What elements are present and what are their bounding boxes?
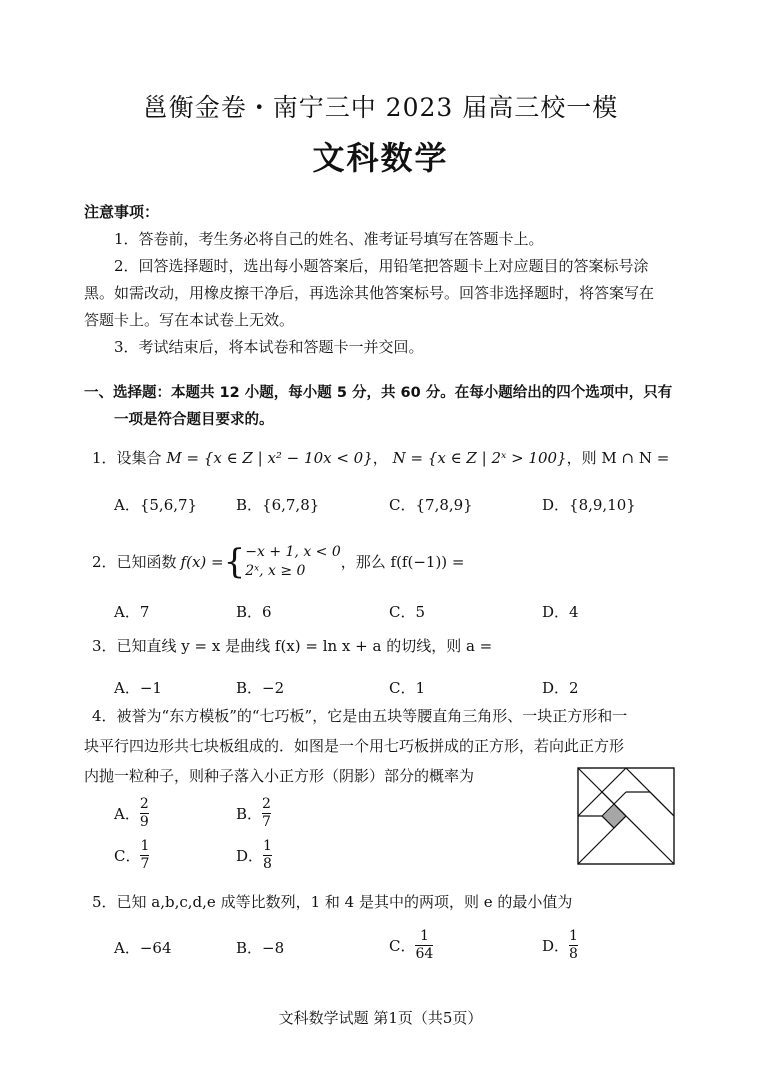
denominator: 64: [415, 946, 434, 962]
notice-item-2-line-1: 2．回答选择题时，选出每小题答案后，用铅笔把答题卡上对应题目的答案标号涂: [114, 257, 649, 275]
question-4-option-a: [114, 796, 149, 831]
question-2-case-2: 2ˣ, x ≥ 0: [245, 563, 306, 579]
question-5: 5．已知 a,b,c,d,e 成等比数列，1 和 4 是其中的两项，则 e 的最小值为: [92, 893, 573, 911]
question-4-line-2: 块平行四边形共七块板组成的．如图是一个用七巧板拼成的正方形，若向此正方形: [84, 737, 625, 755]
option-label: C．: [389, 937, 416, 955]
denominator: 8: [263, 856, 272, 872]
subject-title: 文科数学: [312, 139, 449, 177]
question-1-ask: ，则 M ∩ N =: [566, 449, 670, 467]
section-heading-line-2: 一项是符合题目要求的。: [114, 412, 274, 428]
denominator: 8: [569, 946, 578, 962]
option-label: B．: [236, 805, 263, 823]
question-5-option-d: [542, 928, 578, 963]
notice-item-2-line-3: 答题卡上。写在本试卷上无效。: [84, 311, 295, 329]
question-2-function: f(x) =: [180, 553, 224, 571]
notice-item-2-line-2: 黑。如需改动，用橡皮擦干净后，再选涂其他答案标号。回答非选择题时，将答案写在: [84, 284, 655, 302]
numerator: 1: [263, 838, 272, 854]
question-3-option-a: A．−1: [114, 679, 162, 697]
question-3-option-d: D．2: [542, 679, 579, 697]
question-1-number: 1．设集合: [92, 449, 162, 467]
question-4-option-c: [114, 838, 149, 873]
option-label: A．: [114, 805, 140, 823]
option-label: D．: [542, 937, 570, 955]
tangram-figure: [577, 767, 675, 865]
fraction: [263, 838, 272, 873]
denominator: 7: [140, 856, 150, 872]
question-4-option-d: [236, 838, 272, 873]
question-1-option-b: B．{6,7,8}: [236, 496, 320, 514]
numerator: 1: [419, 928, 429, 944]
question-2-number: 2．已知函数: [92, 553, 177, 571]
question-5-option-b: B．−8: [236, 939, 285, 957]
fraction: [569, 928, 578, 963]
fraction: [415, 928, 433, 963]
numerator: 2: [262, 796, 271, 812]
question-3-option-b: B．−2: [236, 679, 285, 697]
denominator: 7: [262, 814, 271, 830]
left-brace-icon: {: [223, 542, 246, 582]
question-1-separator: ，: [372, 449, 388, 467]
question-5-option-c: [389, 928, 433, 963]
question-4-line-1: 4．被誉为“东方模板”的“七巧板”，它是由五块等腰直角三角形、一块正方形和一: [92, 707, 628, 725]
question-2: [92, 540, 464, 584]
notice-item-3: 3．考试结束后，将本试卷和答题卡一并交回。: [114, 338, 424, 356]
denominator: 9: [139, 814, 149, 830]
question-4-line-3: 内抛一粒种子，则种子落入小正方形（阴影）部分的概率为: [84, 767, 475, 785]
fraction: [262, 796, 271, 831]
question-1-option-c: C．{7,8,9}: [389, 496, 473, 514]
exam-title: 邕衡金卷・南宁三中 2023 届高三校一模: [142, 93, 619, 122]
notice-item-1: 1．答卷前，考生务必将自己的姓名、准考证号填写在答题卡上。: [114, 230, 544, 248]
question-2-piecewise: [245, 543, 341, 581]
question-3-option-c: C．1: [389, 679, 426, 697]
question-2-option-d: D．4: [542, 603, 579, 621]
question-4-option-b: [236, 796, 271, 831]
option-label: C．: [114, 847, 141, 865]
numerator: 2: [139, 796, 149, 812]
notice-heading: 注意事项：: [84, 203, 160, 221]
question-5-option-a: A．−64: [114, 939, 172, 957]
fraction: [140, 796, 149, 831]
page-footer: 文科数学试题 第1页（共5页）: [278, 1009, 483, 1027]
question-1-option-d: D．{8,9,10}: [542, 496, 636, 514]
question-2-option-b: B．6: [236, 603, 272, 621]
numerator: 1: [140, 838, 150, 854]
question-1-set-n: N = {x ∈ Z | 2ˣ > 100}: [392, 449, 567, 467]
question-2-option-c: C．5: [389, 603, 426, 621]
question-3: 3．已知直线 y = x 是曲线 f(x) = ln x + a 的切线，则 a =: [92, 637, 493, 655]
option-label: D．: [236, 847, 264, 865]
question-1: [92, 448, 669, 468]
question-2-ask: ，那么 f(f(−1)) =: [340, 553, 465, 571]
question-1-set-m: M = {x ∈ Z | x² − 10x < 0}: [166, 449, 373, 467]
question-2-case-1: −x + 1, x < 0: [245, 544, 341, 560]
numerator: 1: [569, 928, 578, 944]
fraction: [140, 838, 149, 873]
question-1-option-a: A．{5,6,7}: [114, 496, 198, 514]
question-2-option-a: A．7: [114, 603, 150, 621]
section-heading-line-1: 一、选择题：本题共 12 小题，每小题 5 分，共 60 分。在每小题给出的四个选项中，只有: [84, 385, 673, 401]
